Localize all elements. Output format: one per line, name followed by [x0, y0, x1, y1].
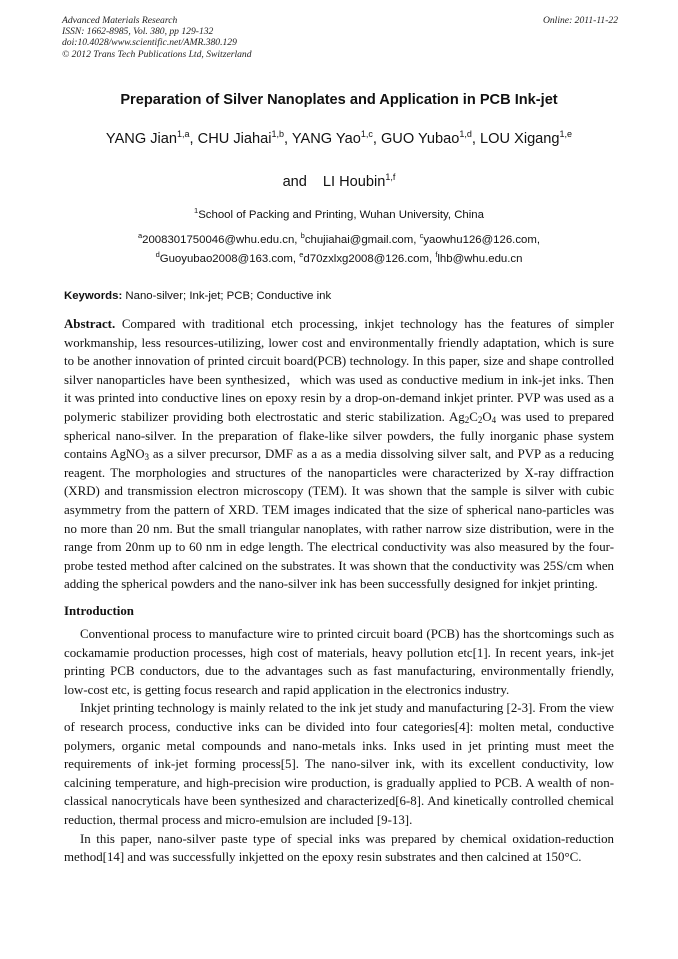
journal-name: Advanced Materials Research	[62, 15, 178, 26]
formula-part: C	[469, 409, 478, 424]
affiliation	[40, 206, 638, 221]
email-address[interactable]: lhb@whu.edu.cn	[437, 253, 523, 265]
author-sep: ,	[471, 131, 476, 147]
abstract-label: Abstract.	[64, 317, 116, 331]
email-sep: ,	[292, 253, 297, 265]
email-address[interactable]: 2008301750046@whu.edu.cn	[142, 234, 295, 246]
paper-title: Preparation of Silver Nanoplates and Application in PCB Ink-jet	[120, 92, 558, 108]
email-address[interactable]: d70zxlxg2008@126.com	[303, 253, 429, 265]
abstract-text: as a silver precursor, DMF as a as a media dissolving silver salt, and PVP as a reducing reagent. The morphologies and structures of the nanoparticles were characterized by X-ray diffraction (XRD) and transmission electron microscopy (TEM). It was shown that the sample is silver with cubic asymmetry from the pattern of XRD. TEM images indicated that the size of spherical nano-particles was no more than 20 nm. But the small triangular nanoplates, with rather narrow size distribution, were in the range from 20nm up to 60 nm in edge length. The electrical conductivity was also measured by the four-probe tested method after calcined on the substrates. It was shown that the conductivity was 25S/cm when adding the spherical powders and the nano-silver ink has been successfully designed for inkjet printing.	[64, 447, 614, 592]
formula-part: AgNO	[110, 447, 145, 462]
author-sup: 1,a	[177, 129, 190, 139]
introduction-body	[64, 625, 614, 867]
author-name: LOU Xigang	[480, 131, 560, 147]
email-address[interactable]: chujiahai@gmail.com	[304, 234, 414, 246]
author-sup: 1,e	[559, 129, 573, 139]
copyright-line: © 2012 Trans Tech Publications Ltd, Switzerland	[62, 48, 252, 60]
author-sep: ,	[189, 131, 194, 147]
abstract-text: Compared with traditional etch processing, inkjet technology has the features of simpler workmanship, less resources-utilizing, lower cost and environmentally friendly adaptation, which is sure to be another innovation of printed circuit board(PCB) technology. In this paper, size and shape controlled silver nanoparticles have been synthesized，which was used as conductive medium in ink-jet inks. Then it was printed into conductive lines on epoxy resin by a drop-on-demand inkjet printer. PVP was used as a polymeric stabilizer providing both electrostatic and steric stabilization.	[64, 317, 614, 424]
abstract	[64, 315, 614, 594]
keywords	[64, 290, 331, 302]
abstract-paragraph	[64, 315, 614, 594]
email-sup: e	[299, 250, 304, 259]
email-sup: d	[155, 250, 160, 259]
author-sup: 1,c	[360, 129, 373, 139]
intro-paragraph: Inkjet printing technology is mainly related to the ink jet study and manufacturing [2-3]. From the view of research process, conductive inks can be divided into four categories[4]: molten metal, conductive polymers, organic metal compounds and nano-metals inks. Inks used in jet printing must meet the requirements of ink-jet forming process[5]. The nano-silver ink, with its excellent conductivity, low calcining temperature, and high-precision wire production, is gradually applied to PCB. A wealth of non-classical nanocryticals have been synthesized and characterized[6-8]. And kinetically controlled chemical reduction, thermal process and micro-emulsion are included [9-13].	[64, 701, 614, 827]
email-sep: ,	[294, 234, 298, 246]
author-sup: 1,f	[385, 172, 396, 182]
email-address[interactable]: Guoyubao2008@163.com	[159, 253, 293, 265]
email-address[interactable]: yaowhu126@126.com	[423, 234, 537, 246]
email-sep: ,	[413, 234, 417, 246]
email-line-2	[40, 250, 638, 265]
formula-subscript: 4	[491, 414, 497, 425]
formula-subscript: 2	[464, 414, 470, 425]
affiliation-sup: 1	[194, 206, 199, 215]
email-sup: c	[419, 231, 424, 240]
journal-header	[62, 15, 618, 60]
introduction-heading: Introduction	[64, 604, 134, 618]
email-sup: f	[435, 250, 438, 259]
formula-part: Ag	[448, 409, 465, 424]
doi-line[interactable]: doi:10.4028/www.scientific.net/AMR.380.129	[62, 37, 237, 49]
formula-part: O	[482, 409, 492, 424]
email-sep: ,	[428, 253, 433, 265]
author-name: YANG Jian	[105, 131, 178, 147]
intro-paragraph: Conventional process to manufacture wire to printed circuit board (PCB) has the shortcomings such as cockamamie production processes, high cost of materials, heavy pollution etc[1]. In recent years, ink-jet printing PCB conductors, due to the advantages such as fast manufacturing, environmentally friendly, low-cost etc, is getting focus research and rapid application in the electronics industry.	[64, 627, 614, 697]
intro-paragraph: In this paper, nano-silver paste type of special inks was prepared by chemical oxidation-reduction method[14] and was successfully inkjetted on the epoxy resin substrates and then calcined at 150°C.	[64, 831, 614, 865]
keywords-text: Nano-silver; Ink-jet; PCB; Conductive ink	[125, 290, 332, 302]
affiliation-text: School of Packing and Printing, Wuhan University, China	[198, 209, 484, 221]
author-name: GUO Yubao	[380, 131, 460, 147]
author-line-1	[40, 131, 638, 147]
formula-subscript: 2	[477, 414, 483, 425]
online-date: Online: 2011-11-22	[542, 15, 618, 26]
email-sup: a	[137, 231, 143, 240]
keywords-label: Keywords:	[64, 290, 123, 302]
formula-subscript: 3	[144, 452, 150, 463]
abstract-text: was used to prepared spherical nano-silver. In the preparation of flake-like silver powders, the fully inorganic phase system contains	[64, 409, 614, 462]
author-sup: 1,b	[271, 129, 284, 139]
author-sep: ,	[284, 131, 289, 147]
email-sup: b	[300, 231, 305, 240]
email-line-1	[40, 231, 638, 246]
issn-line: ISSN: 1662-8985, Vol. 380, pp 129-132	[62, 26, 214, 38]
author-line-2	[40, 174, 638, 190]
author-sep: ,	[372, 131, 377, 147]
author-name: CHU Jiahai	[197, 131, 272, 147]
author-name: LI Houbin	[322, 174, 386, 190]
email-sep: ,	[536, 234, 541, 246]
author-name: YANG Yao	[291, 131, 361, 147]
author-sup: 1,d	[459, 129, 472, 139]
and-word: and	[282, 174, 307, 190]
